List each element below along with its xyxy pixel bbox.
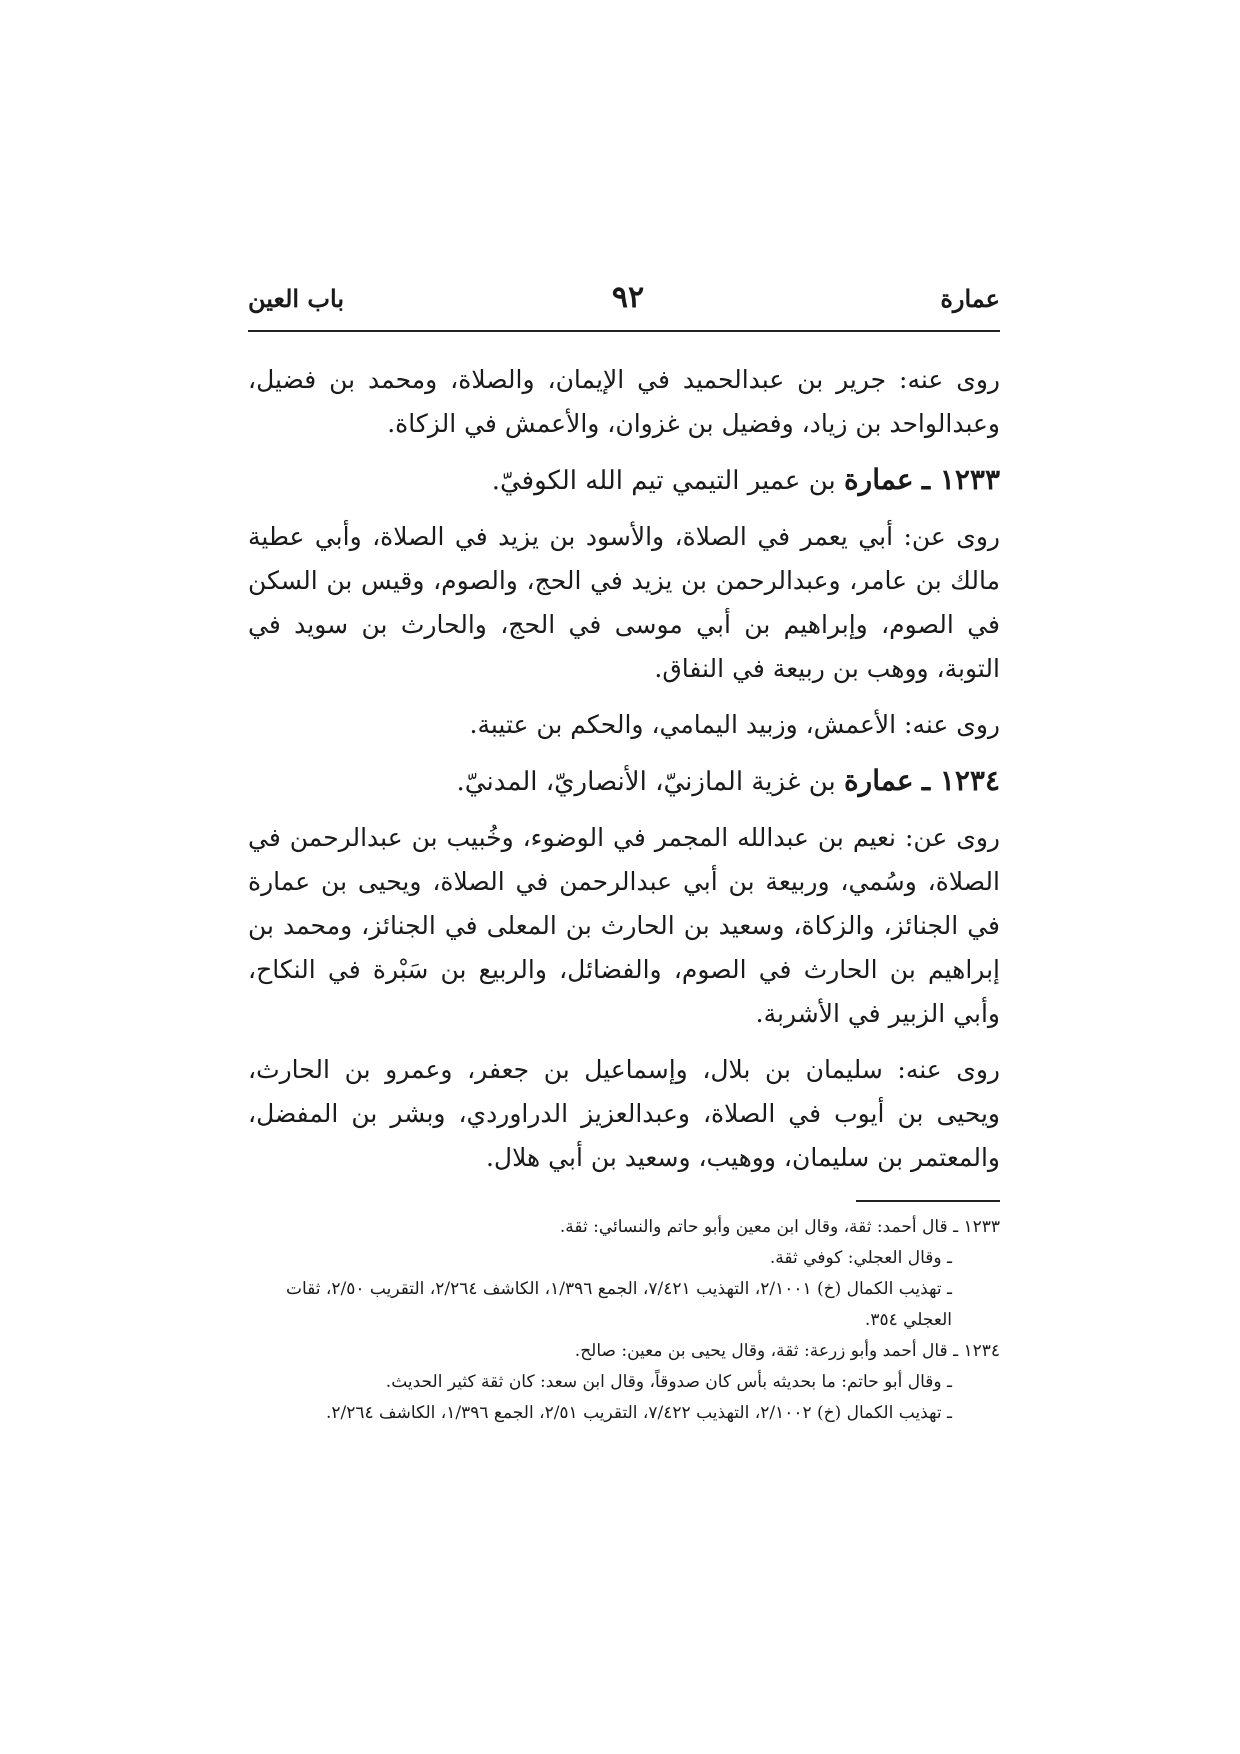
main-text (248, 358, 1000, 1192)
footnote-1234-line: ـ وقال أبو حاتم: ما بحديثه بأس كان صدوقاً، وقال ابن سعد: كان ثقة كثير الحديث. (385, 1372, 952, 1392)
paragraph-narrated-from-him: روى عنه: الأعمش، وزبيد اليمامي، والحكم بن عتيبة. (469, 710, 1000, 739)
running-header (248, 280, 1000, 324)
paragraph-narrated-from: روى عن: نعيم بن عبدالله المجمر في الوضوء، وخُبيب بن عبدالرحمن في الصلاة، وسُمي، وربيعة بن أبي عبدالرحمن في الصلاة، ويحيى بن عمارة في الجنائز، والزكاة، وسعيد بن الحارث بن المعلى في الجنائز، ومحمد بن إبراهيم بن الحارث في الصوم، والفضائل، والربيع بن سَبْرة في النكاح، وأبي الزبير في الأشربة. (248, 823, 1000, 1028)
footnote-1233-line: ١٢٣٣ ـ قال أحمد: ثقة، وقال ابن معين وأبو حاتم والنسائي: ثقة. (559, 1217, 1000, 1237)
paragraph-narrated-from-him: روى عنه: جرير بن عبدالحميد في الإيمان، والصلاة، ومحمد بن فضيل، وعبدالواحد بن زياد، وفضيل بن غزوان، والأعمش في الزكاة. (248, 365, 1000, 438)
footnote-rule (856, 1200, 1000, 1202)
entry-number: ١٢٣٣ ـ (921, 463, 1000, 496)
header-rule (248, 330, 1000, 332)
entry-name: عمارة (844, 463, 914, 496)
entry-lineage: بن غزية المازنيّ، الأنصاريّ، المدنيّ. (456, 767, 836, 797)
footnote-1234-line: ـ تهذيب الكمال (خ) ٢/١٠٠٢، التهذيب ٧/٤٢٢، التقريب ٢/٥١، الجمع ١/٣٩٦، الكاشف ٢/٢٦٤. (325, 1403, 952, 1423)
paragraph-narrated-from: روى عن: أبي يعمر في الصلاة، والأسود بن يزيد في الصلاة، وأبي عطية مالك بن عامر، وعبدالرحمن بن يزيد في الحج، والصوم، وقيس بن السكن في الصوم، وإبراهيم بن أبي موسى في الحج، والحارث بن سويد في التوبة، ووهب بن ربيعة في النفاق. (248, 522, 1000, 683)
footnote-1234-line: ١٢٣٤ ـ قال أحمد وأبو زرعة: ثقة، وقال يحيى بن معين: صالح. (574, 1341, 1000, 1361)
footnote-1233-line: ـ تهذيب الكمال (خ) ٢/١٠٠١، التهذيب ٧/٤٢١، الجمع ١/٣٩٦، الكاشف ٢/٢٦٤، التقريب ٢/٥٠، ثقات العجلي ٣٥٤. (285, 1279, 952, 1330)
header-chapter-title: باب العين (248, 284, 345, 313)
entry-heading-1233 (248, 458, 1000, 503)
entry-heading-1234 (248, 759, 1000, 804)
entry-name: عمارة (844, 764, 914, 797)
page-number: ٩٢ (611, 280, 645, 315)
header-entry-title: عمارة (940, 284, 1000, 313)
entry-lineage: بن عمير التيمي تيم الله الكوفيّ. (491, 466, 836, 496)
paragraph-narrated-from-him: روى عنه: سليمان بن بلال، وإسماعيل بن جعفر، وعمرو بن الحارث، ويحيى بن أيوب في الصلاة، وعبدالعزيز الدراوردي، وبشر بن المفضل، والمعتمر بن سليمان، ووهيب، وسعيد بن أبي هلال. (248, 1055, 1000, 1172)
footnote-1233-line: ـ وقال العجلي: كوفي ثقة. (769, 1248, 952, 1268)
entry-number: ١٢٣٤ ـ (921, 764, 1000, 797)
footnotes (248, 1212, 1000, 1429)
